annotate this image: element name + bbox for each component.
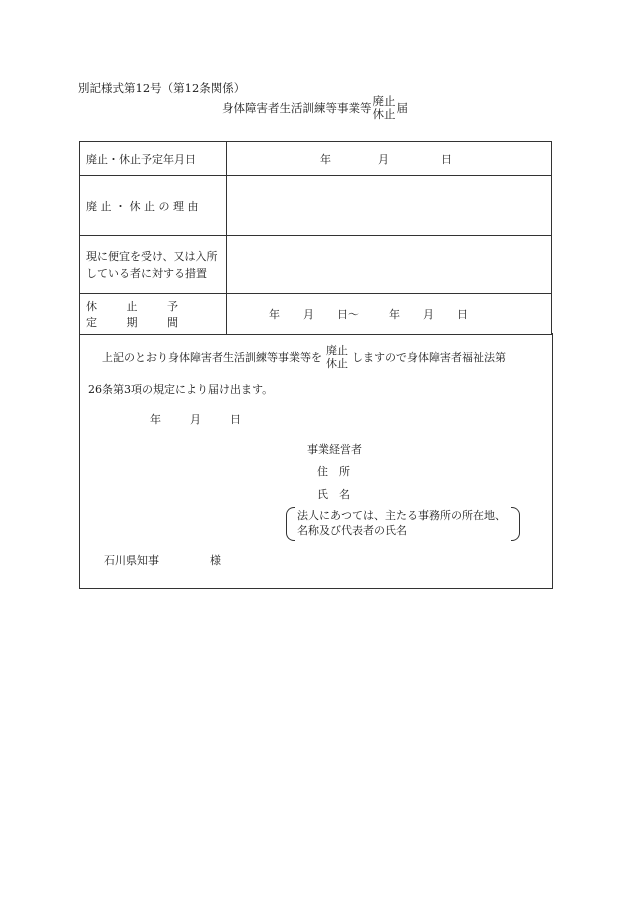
declaration-line1-prefix: 上記のとおり身体障害者生活訓練等事業等を [102,351,322,364]
title-stack-top: 廃止 [372,94,396,108]
corporate-note [286,507,520,539]
address-label: 住 所 [317,465,350,478]
date-month: 月 [378,152,389,166]
row-measures [80,236,552,294]
title-suffix: 届 [396,101,408,115]
declaration-line1-suffix: しますので身体障害者福祉法第 [352,351,506,364]
honorific: 様 [210,554,221,567]
form-table [79,141,552,335]
label-reason: 廃 止 ・ 休 止 の 理 由 [80,176,227,236]
value-measures[interactable] [227,236,552,294]
left-brace-icon [286,507,295,541]
addressee: 石川県知事 [104,554,159,567]
period-day: 日〜 [337,308,359,321]
value-date[interactable] [227,142,552,176]
declaration-line2: 26条第3項の規定により届け出ます。 [88,383,274,396]
title-stack-bottom: 休止 [372,107,396,121]
date-year: 年 [320,152,331,166]
value-reason[interactable] [227,176,552,236]
row-date [80,142,552,176]
note-line1: 法人にあつては、主たる事務所の所在地、 [297,509,506,522]
title-prefix: 身体障害者生活訓練等事業等 [222,101,372,115]
declaration-date [150,411,241,427]
date-day: 日 [441,152,452,166]
period-year: 年 [269,308,280,321]
declaration-stack-top: 廃止 [326,344,348,357]
title-stack [373,95,396,121]
right-brace-icon [511,507,520,541]
label-date: 廃止・休止予定年月日 [80,142,227,176]
label-measures: 現に便宜を受け、又は入所している者に対する措置 [80,236,227,294]
declaration-date-year: 年 [150,413,161,426]
note-line2: 名称及び代表者の氏名 [297,524,407,537]
declaration-date-month: 月 [190,413,201,426]
period-year2: 年 [389,308,400,321]
period-day2: 日 [457,308,468,321]
declaration-box [79,333,553,589]
declaration-stack [326,344,348,370]
value-period[interactable] [227,294,552,335]
operator-label: 事業経営者 [307,443,362,456]
row-period [80,294,552,335]
declaration-date-day: 日 [230,413,241,426]
form-number: 別記様式第12号（第12条関係） [78,81,246,95]
page-title [0,95,630,121]
name-label: 氏 名 [317,488,350,501]
period-month2: 月 [423,308,434,321]
label-period: 休 止 予 定 期 間 [80,294,227,335]
period-month: 月 [303,308,314,321]
declaration-line1 [102,344,506,370]
declaration-stack-bottom: 休止 [326,357,348,370]
row-reason [80,176,552,236]
